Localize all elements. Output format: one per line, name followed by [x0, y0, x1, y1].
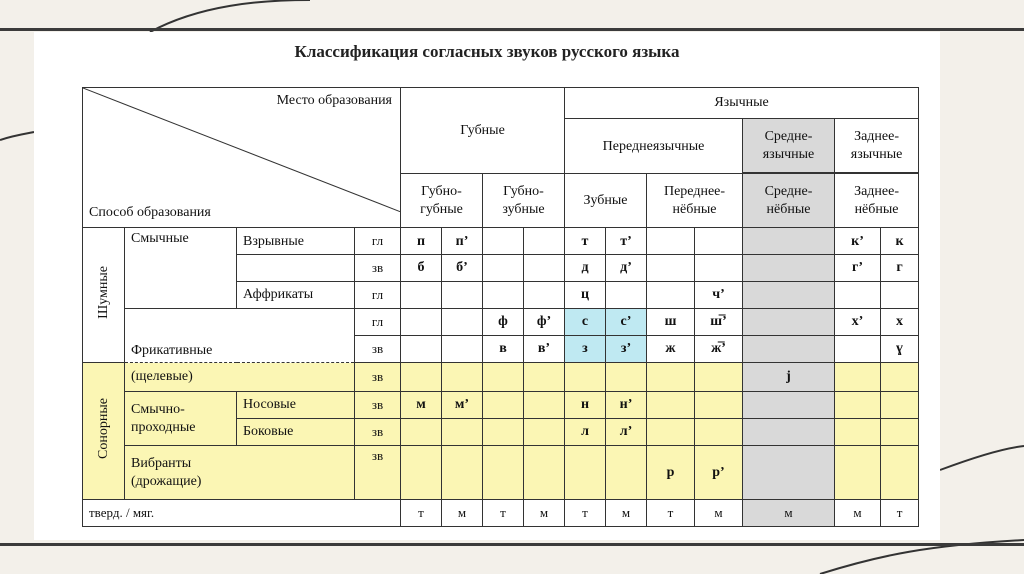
sound-cell: [442, 309, 483, 336]
sound-cell: х’: [835, 309, 881, 336]
sound-cell: [565, 446, 606, 500]
hardness-cell: т: [565, 499, 606, 526]
sound-cell: [401, 419, 442, 446]
sound-cell: [483, 392, 524, 419]
sound-cell: р’: [695, 446, 743, 500]
sound-cell: н: [565, 392, 606, 419]
voicing-label: зв: [355, 392, 401, 419]
sound-cell: х: [881, 309, 919, 336]
sound-cell: с: [565, 309, 606, 336]
sound-cell: п’: [442, 228, 483, 255]
sound-cell: [743, 419, 835, 446]
sound-cell: [835, 419, 881, 446]
sound-cell: j: [743, 363, 835, 392]
hardness-cell: т: [881, 499, 919, 526]
bottom-rule: [0, 543, 1024, 546]
sound-cell: [524, 363, 565, 392]
sound-cell: [743, 228, 835, 255]
sound-cell: [483, 419, 524, 446]
sound-cell: [881, 363, 919, 392]
sound-cell: [606, 446, 647, 500]
hardness-cell: т: [647, 499, 695, 526]
voicing-label: гл: [355, 228, 401, 255]
sound-cell: [695, 419, 743, 446]
sound-cell: [647, 255, 695, 282]
sound-cell: ц: [565, 282, 606, 309]
sound-cell: [647, 282, 695, 309]
sound-cell: п: [401, 228, 442, 255]
header-dental: Зубные: [565, 174, 647, 228]
header-middle-lingual: Средне- язычные: [743, 119, 835, 173]
sound-cell: [835, 392, 881, 419]
sound-cell: [835, 282, 881, 309]
sound-cell: [401, 282, 442, 309]
hardness-cell: м: [524, 499, 565, 526]
hardness-cell: м: [606, 499, 647, 526]
sound-cell: [524, 446, 565, 500]
header-front-palatal: Переднее- нёбные: [647, 174, 743, 228]
sound-cell: [881, 446, 919, 500]
manner-stop-passage: Смычно- проходные: [125, 392, 237, 446]
sound-cell: к’: [835, 228, 881, 255]
sound-cell: в: [483, 336, 524, 363]
sound-cell: [565, 363, 606, 392]
page-title: Классификация согласных звуков русского языка: [294, 42, 680, 61]
voicing-label: зв: [355, 446, 401, 500]
sound-cell: [524, 282, 565, 309]
sound-cell: [442, 336, 483, 363]
sound-cell: [442, 419, 483, 446]
sound-cell: [647, 419, 695, 446]
manner-nasal: Носовые: [237, 392, 355, 419]
header-labiodental: Губно- зубные: [483, 174, 565, 228]
sound-cell: [647, 392, 695, 419]
sound-cell: [647, 228, 695, 255]
sound-cell: [695, 392, 743, 419]
manner-plosive: Взрывные: [237, 228, 355, 255]
sound-cell: ɣ: [881, 336, 919, 363]
voicing-label: зв: [355, 255, 401, 282]
top-rule: [0, 28, 1024, 31]
sound-cell: [606, 363, 647, 392]
sound-cell: [881, 392, 919, 419]
sound-cell: с’: [606, 309, 647, 336]
voicing-label: зв: [355, 419, 401, 446]
hardness-cell: т: [401, 499, 442, 526]
sound-cell: м’: [442, 392, 483, 419]
sound-cell: [695, 228, 743, 255]
sound-cell: к: [881, 228, 919, 255]
manner-fricatives: Фрикативные: [125, 309, 355, 363]
manner-of-articulation-label: Способ образования: [89, 204, 211, 220]
sound-cell: [524, 255, 565, 282]
sound-cell: [442, 363, 483, 392]
sound-cell: ф: [483, 309, 524, 336]
sound-cell: [401, 446, 442, 500]
sound-cell: з: [565, 336, 606, 363]
voicing-label: зв: [355, 336, 401, 363]
sound-cell: [881, 419, 919, 446]
voicing-label: зв: [355, 363, 401, 392]
voicing-label: гл: [355, 282, 401, 309]
sound-cell: л’: [606, 419, 647, 446]
header-labial: Губные: [401, 88, 565, 174]
group-sonorant: Сонорные: [83, 363, 125, 500]
sound-cell: [483, 255, 524, 282]
hardness-cell: м: [695, 499, 743, 526]
sound-cell: л: [565, 419, 606, 446]
manner-lateral: Боковые: [237, 419, 355, 446]
manner-vibrants: Вибранты (дрожащие): [125, 446, 355, 500]
sound-cell: [524, 392, 565, 419]
sound-cell: [695, 363, 743, 392]
sound-cell: з’: [606, 336, 647, 363]
place-of-articulation-label: Место образования: [276, 93, 392, 108]
sound-cell: [835, 336, 881, 363]
sound-cell: т: [565, 228, 606, 255]
sound-cell: [483, 446, 524, 500]
sound-cell: м: [401, 392, 442, 419]
sound-cell: [743, 309, 835, 336]
sound-cell: [835, 363, 881, 392]
header-back-lingual: Заднее- язычные: [835, 119, 919, 173]
sound-cell: д: [565, 255, 606, 282]
sound-cell: [401, 336, 442, 363]
sound-cell: ж: [647, 336, 695, 363]
sound-cell: д’: [606, 255, 647, 282]
sound-cell: [524, 419, 565, 446]
sound-cell: б: [401, 255, 442, 282]
manner-slit: (щелевые): [125, 363, 355, 392]
sound-cell: [695, 255, 743, 282]
sound-cell: [442, 446, 483, 500]
header-front-lingual: Переднеязычные: [565, 119, 743, 174]
manner-plosive-blank: [237, 255, 355, 282]
hardness-cell: м: [743, 499, 835, 526]
sound-cell: [483, 228, 524, 255]
sound-cell: [743, 392, 835, 419]
sound-cell: [835, 446, 881, 500]
sound-cell: [743, 282, 835, 309]
header-middle-palatal: Средне- нёбные: [743, 174, 835, 228]
sound-cell: ф’: [524, 309, 565, 336]
manner-stops: Смычные: [125, 228, 237, 309]
sound-cell: б’: [442, 255, 483, 282]
sound-cell: [743, 446, 835, 500]
sound-cell: [442, 282, 483, 309]
header-back-palatal: Заднее- нёбные: [835, 174, 919, 228]
sound-cell: [524, 228, 565, 255]
sound-cell: т’: [606, 228, 647, 255]
sound-cell: г’: [835, 255, 881, 282]
sound-cell: [401, 363, 442, 392]
sound-cell: [483, 363, 524, 392]
voicing-label: гл: [355, 309, 401, 336]
sound-cell: г: [881, 255, 919, 282]
sound-cell: [483, 282, 524, 309]
sound-cell: н’: [606, 392, 647, 419]
header-lingual: Язычные: [565, 88, 919, 119]
header-labiolabial: Губно- губные: [401, 174, 483, 228]
sound-cell: [743, 255, 835, 282]
sound-cell: [881, 282, 919, 309]
hardness-cell: м: [835, 499, 881, 526]
hardness-cell: т: [483, 499, 524, 526]
sound-cell: ш̅’: [695, 309, 743, 336]
footer-hardness-label: тверд. / мяг.: [83, 499, 401, 526]
manner-affricates: Аффрикаты: [237, 282, 355, 309]
sound-cell: в’: [524, 336, 565, 363]
sound-cell: [743, 336, 835, 363]
sound-cell: [401, 309, 442, 336]
sound-cell: ч’: [695, 282, 743, 309]
sound-cell: ж̅’: [695, 336, 743, 363]
consonant-table: [82, 87, 919, 527]
sound-cell: ш: [647, 309, 695, 336]
sound-cell: [647, 363, 695, 392]
sound-cell: р: [647, 446, 695, 500]
hardness-cell: м: [442, 499, 483, 526]
table-corner-header: [83, 88, 401, 228]
slide: [34, 32, 940, 540]
group-noisy: Шумные: [83, 228, 125, 363]
sound-cell: [606, 282, 647, 309]
